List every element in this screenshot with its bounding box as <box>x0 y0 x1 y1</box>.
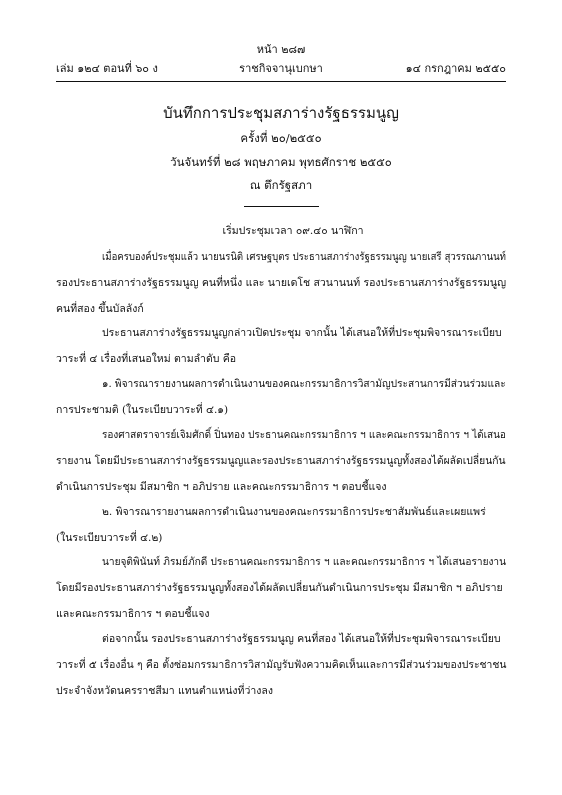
body-line: รายงาน โดยมีประธานสภาร่างรัฐธรรมนูญและรองประธานสภาร่างรัฐธรรมนูญทั้งสองได้ผลัดเปลี่ยนกัน <box>56 455 506 467</box>
body-line: ประธานสภาร่างรัฐธรรมนูญกล่าวเปิดประชุม จากนั้น ได้เสนอให้ที่ประชุมพิจารณาระเบียบ <box>102 327 502 339</box>
body-line: ดำเนินการประชุม มีสมาชิก ฯ อภิปราย และคณะกรรมาธิการ ฯ ตอบชี้แจง <box>56 481 387 493</box>
publication-date: ๑๔ กรกฎาคม ๒๕๕๐ <box>405 62 506 75</box>
body-line: นายจุติพินันท์ ภิรมย์ภักดี ประธานคณะกรรมาธิการ ฯ และคณะกรรมาธิการ ฯ ได้เสนอรายงาน <box>102 556 507 568</box>
page-number: หน้า ๒๘๗ <box>256 43 306 56</box>
body-line: ประจำจังหวัดนครราชสีมา แทนตำแหน่งที่ว่างลง <box>56 685 273 697</box>
agenda-item-heading: ๒. พิจารณารายงานผลการดำเนินงานของคณะกรรมาธิการประชาสัมพันธ์และเผยแพร่ <box>102 506 486 518</box>
meeting-date: วันจันทร์ที่ ๒๘ พฤษภาคม พุทธศักราช ๒๕๕๐ <box>170 155 392 169</box>
body-line: ต่อจากนั้น รองประธานสภาร่างรัฐธรรมนูญ คนที่สอง ได้เสนอให้ที่ประชุมพิจารณาระเบียบ <box>102 633 501 645</box>
session-number: ครั้งที่ ๒๐/๒๕๕๐ <box>240 131 322 145</box>
body-line: รองศาสตราจารย์เจิมศักดิ์ ปิ่นทอง ประธานคณะกรรมาธิการ ฯ และคณะกรรมาธิการ ฯ ได้เสนอ <box>102 429 506 441</box>
gazette-name: ราชกิจจานุเบกษา <box>239 62 323 75</box>
body-line: วาระที่ ๔ เรื่องที่เสนอใหม่ ตามลำดับ คือ <box>56 353 237 365</box>
body-line: (ในระเบียบวาระที่ ๔.๒) <box>56 532 163 544</box>
body-line: วาระที่ ๕ เรื่องอื่น ๆ คือ ตั้งซ่อมกรรมาธิการวิสามัญรับฟังความคิดเห็นและการมีส่วนร่วมของประชาชน <box>56 659 507 671</box>
body-line: เมื่อครบองค์ประชุมแล้ว นายนรนิติ เศรษฐบุตร ประธานสภาร่างรัฐธรรมนูญ นายเสรี สุวรรณภานนท์ <box>102 251 506 263</box>
start-time: เริ่มประชุมเวลา ๐๙.๔๐ นาฬิกา <box>222 225 364 237</box>
body-line: และคณะกรรมาธิการ ฯ ตอบชี้แจง <box>56 608 210 620</box>
body-line: คนที่สอง ขึ้นบัลลังก์ <box>56 303 144 315</box>
body-line: การประชามติ (ในระเบียบวาระที่ ๔.๑) <box>56 404 229 416</box>
meeting-place: ณ ตึกรัฐสภา <box>249 178 313 192</box>
volume-issue: เล่ม ๑๒๔ ตอนที่ ๖๐ ง <box>56 62 158 75</box>
document-title: บันทึกการประชุมสภาร่างรัฐธรรมนูญ <box>163 104 399 122</box>
body-line: รองประธานสภาร่างรัฐธรรมนูญ คนที่หนึ่ง และ นายเดโช สวนานนท์ รองประธานสภาร่างรัฐธรรมนูญ <box>56 277 507 289</box>
header-rule <box>56 81 506 82</box>
title-divider <box>244 206 319 207</box>
body-line: โดยมีรองประธานสภาร่างรัฐธรรมนูญทั้งสองได้ผลัดเปลี่ยนกันดำเนินการประชุม มีสมาชิก ฯ อภิปราย <box>56 582 503 594</box>
agenda-item-heading: ๑. พิจารณารายงานผลการดำเนินงานของคณะกรรมาธิการวิสามัญประสานการมีส่วนร่วมและ <box>102 378 506 390</box>
